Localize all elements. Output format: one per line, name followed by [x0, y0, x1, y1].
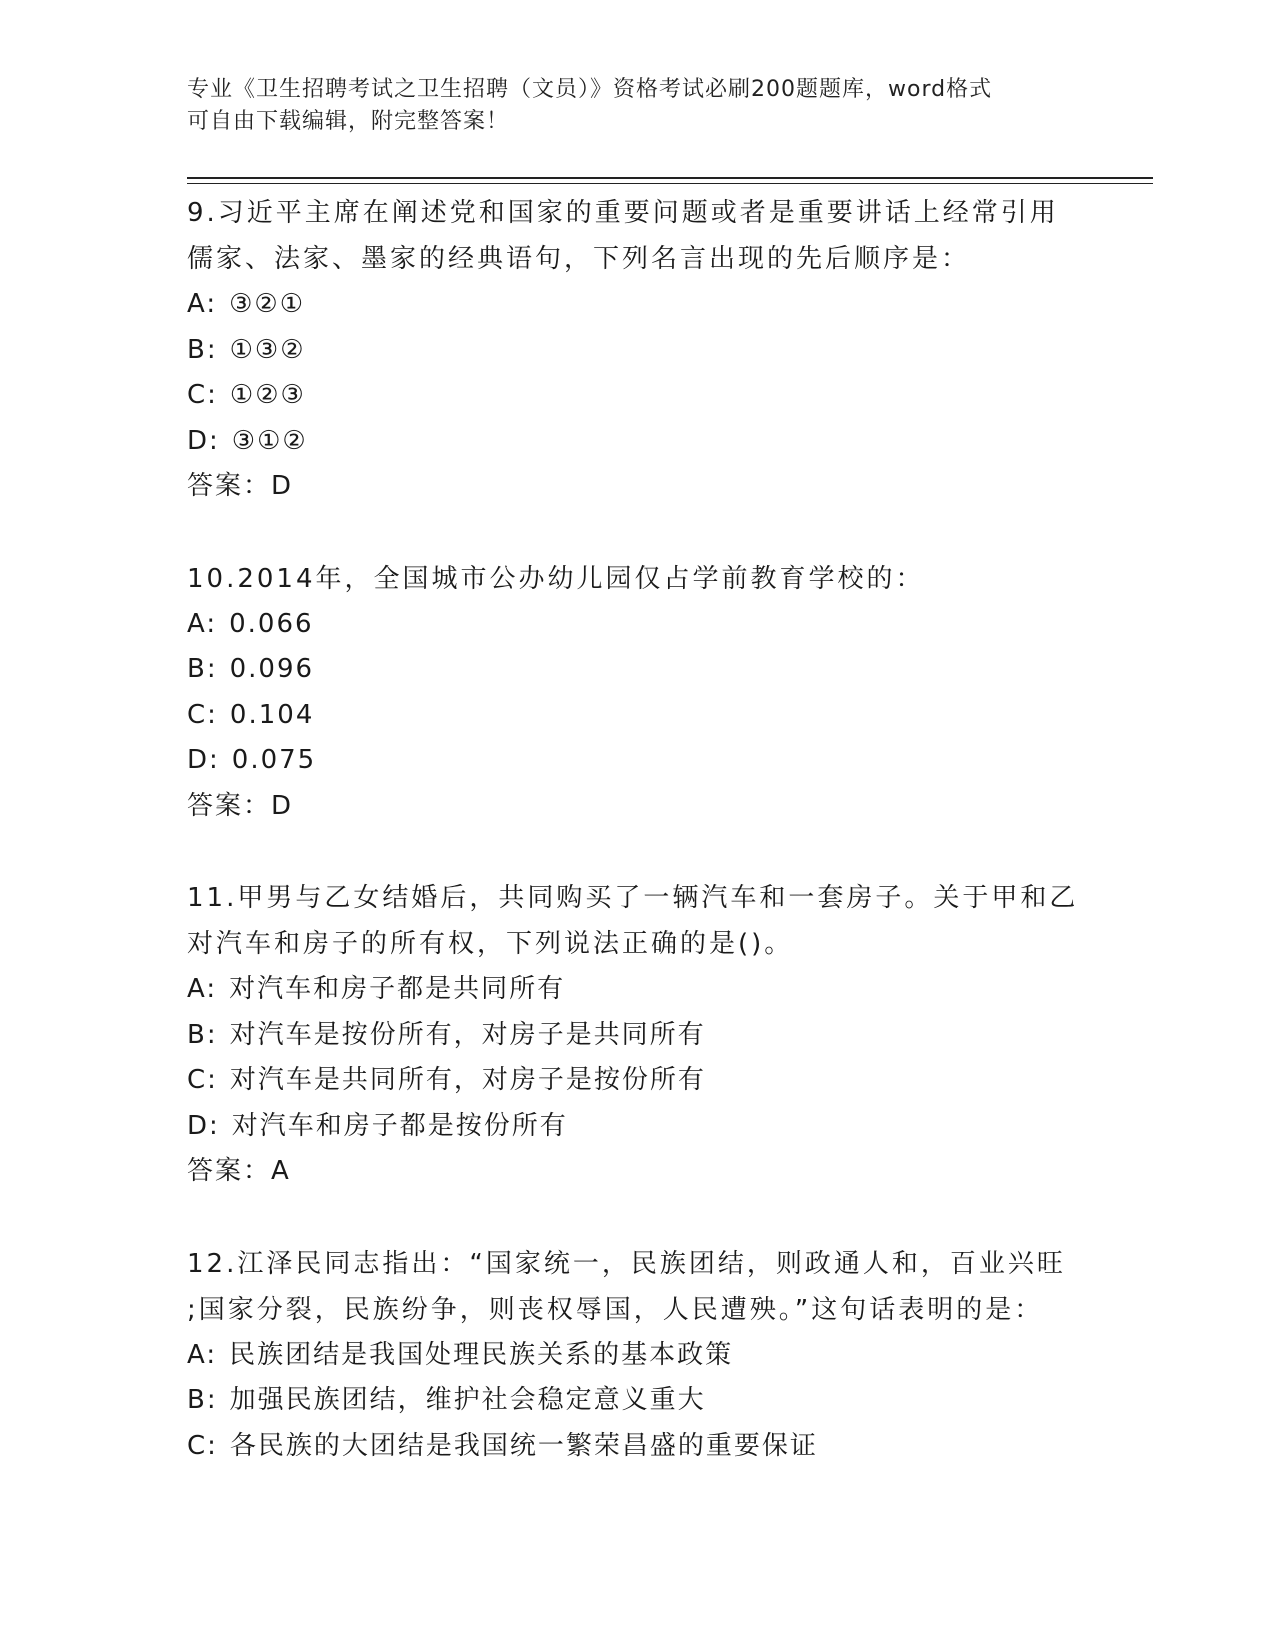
option-d: [187, 738, 1087, 784]
option-a: [187, 1333, 1087, 1379]
question-12: [187, 1241, 1087, 1470]
option-text: 对汽车和房子都是共同所有: [229, 974, 566, 1004]
option-c: [187, 1424, 1087, 1470]
option-text: 对汽车是按份所有，对房子是共同所有: [229, 1019, 706, 1050]
option-a: [187, 602, 1087, 648]
option-text: 加强民族团结，维护社会稳定意义重大: [229, 1385, 706, 1415]
option-text: 0.096: [229, 654, 315, 684]
option-letter: B:: [187, 1019, 218, 1050]
stem-line: 9.习近平主席在阐述党和国家的重要问题或者是重要讲话上经常引用: [187, 198, 1059, 228]
option-b: [187, 1378, 1087, 1424]
option-letter: A:: [187, 1339, 218, 1370]
spacer: [187, 829, 1087, 875]
question-list: [187, 190, 1087, 1469]
stem-line: ;国家分裂，民族纷争，则丧权辱国，人民遭殃。”这句话表明的是：: [187, 1294, 1044, 1325]
option-c: [187, 373, 1087, 419]
option-letter: C:: [187, 1065, 218, 1095]
option-b: [187, 647, 1087, 693]
option-text: 各民族的大团结是我国统一繁荣昌盛的重要保证: [229, 1430, 818, 1461]
option-text: ③①②: [231, 425, 308, 456]
option-letter: A:: [187, 608, 218, 639]
option-letter: B:: [187, 1385, 218, 1415]
option-text: 0.066: [229, 608, 314, 639]
option-letter: D:: [187, 425, 220, 456]
spacer: [187, 510, 1087, 556]
header-divider-thick: [187, 177, 1153, 179]
question-10: [187, 556, 1087, 830]
stem-line: 对汽车和房子的所有权，下列说法正确的是()。: [187, 929, 794, 959]
option-text: 对汽车和房子都是按份所有: [231, 1110, 568, 1141]
option-b: [187, 1013, 1087, 1059]
question-stem: [187, 1241, 1087, 1333]
option-d: [187, 1104, 1087, 1150]
option-a: [187, 282, 1087, 328]
option-text: 对汽车是共同所有，对房子是按份所有: [229, 1065, 706, 1095]
header-line-2: 可自由下载编辑，附完整答案！: [187, 109, 510, 134]
option-letter: C:: [187, 1430, 218, 1461]
answer-line: 答案：D: [187, 790, 294, 821]
option-text: ①③②: [229, 334, 306, 365]
question-stem: [187, 556, 1087, 602]
spacer: [187, 1195, 1087, 1241]
option-text: 0.104: [229, 699, 315, 730]
question-11: [187, 875, 1087, 1195]
stem-line: 儒家、法家、墨家的经典语句，下列名言出现的先后顺序是：: [187, 244, 971, 274]
option-letter: C:: [187, 380, 218, 410]
header-divider-thin: [187, 183, 1153, 184]
option-c: [187, 693, 1087, 739]
stem-line: 10.2014年，全国城市公办幼儿园仅占学前教育学校的：: [187, 563, 925, 594]
option-text: 民族团结是我国处理民族关系的基本政策: [229, 1339, 734, 1370]
option-text: ①②③: [229, 380, 306, 410]
option-letter: D:: [187, 745, 220, 775]
header-line-1: 专业《卫生招聘考试之卫生招聘（文员）》资格考试必刷200题题库，word格式: [187, 77, 993, 102]
document-header: [187, 74, 1067, 138]
option-letter: A:: [187, 289, 218, 319]
option-text: 0.075: [231, 745, 317, 775]
question-stem: [187, 190, 1087, 282]
question-9: [187, 190, 1087, 510]
option-text: ③②①: [229, 289, 306, 319]
question-stem: [187, 875, 1087, 967]
option-d: [187, 419, 1087, 465]
stem-line: 11.甲男与乙女结婚后，共同购买了一辆汽车和一套房子。关于甲和乙: [187, 883, 1079, 913]
option-letter: D:: [187, 1110, 220, 1141]
option-a: [187, 967, 1087, 1013]
option-b: [187, 328, 1087, 374]
answer-line: 答案：A: [187, 1156, 291, 1186]
option-letter: B:: [187, 334, 218, 365]
answer-line: 答案：D: [187, 471, 294, 501]
stem-line: 12.江泽民同志指出：“国家统一，民族团结，则政通人和，百业兴旺: [187, 1248, 1066, 1279]
option-letter: B:: [187, 654, 218, 684]
option-letter: C:: [187, 699, 218, 730]
option-letter: A:: [187, 974, 218, 1004]
option-c: [187, 1058, 1087, 1104]
